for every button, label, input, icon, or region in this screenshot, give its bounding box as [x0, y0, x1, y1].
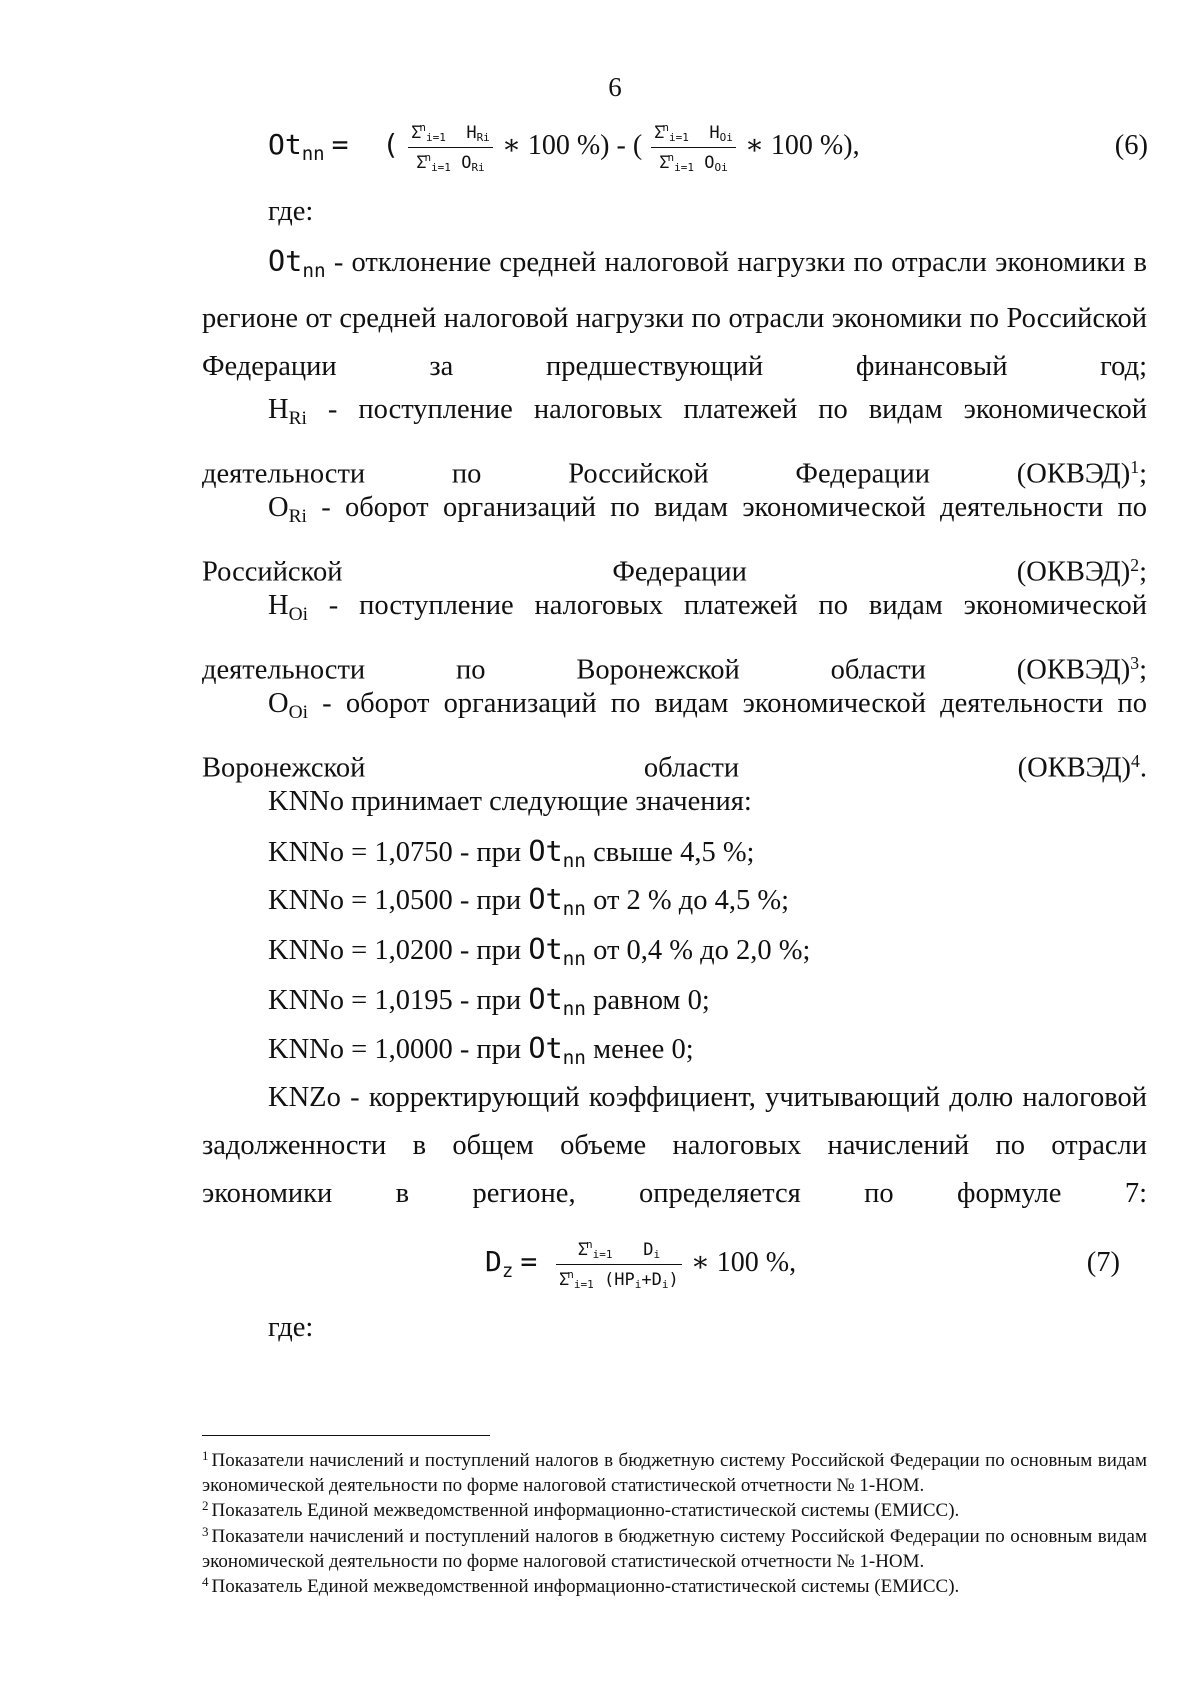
- footnote-4: $^4$ Показатель Единой межведомственной информационно-статистической системы (ЕМИСС).: [202, 1574, 960, 1597]
- formula-6-multiplier-1: ∗ 100 %: [501, 129, 601, 161]
- knno-value-line: KNNo = 1,0200 - при $Ot_{nn}$ от 0,4 % до 2,0 %;: [268, 933, 811, 971]
- knno-value-line: KNNo = 1,0195 - при $Ot_{nn}$ равном 0;: [268, 983, 710, 1021]
- knno-value-line: KNNo = 1,0750 - при $Ot_{nn}$ свыше 4,5 %;: [268, 835, 755, 873]
- knzo-paragraph: KNZo - корректирующий коэффициент, учитывающий долю налоговой задолженности в общем объеме налоговых начислений по отрасли экономики в регионе, определяется по формуле 7:: [202, 1082, 1147, 1209]
- formula-6-fraction-1: $\frac{\Sigma^ni=1 HRi}{\Sigma^ni=1 ORi}$: [408, 118, 493, 177]
- where-label-1: где:: [268, 196, 314, 227]
- definition-otnn: $Ot_{nn}$ - отклонение средней налоговой нагрузки по отрасли экономики в регионе от средней налоговой нагрузки по отрасли экономики по Российской Федерации за предшествующий финансовый год;: [202, 245, 1147, 383]
- formula-7-number: (7): [1086, 1247, 1120, 1278]
- footnote-3: $^3$ Показатели начислений и поступлений налогов в бюджетную систему Российской Федерации по основным видам экономической деятельности по форме налоговой статистической отчетности № 1-НОМ.: [202, 1524, 1147, 1572]
- definition-hri: $H_{Ri}$ - поступление налоговых платежей по видам экономической деятельности по Российской Федерации (ОКВЭД)$^1$;: [202, 394, 1147, 490]
- formula-7-fraction: $\frac{\Sigma^ni=1 Di}{\Sigma^ni=1 (HPi+Di)}$: [556, 1235, 682, 1294]
- formula-6-multiplier-2: ∗ 100 %: [744, 129, 844, 161]
- knno-value-line: KNNo = 1,0000 - при $Ot_{nn}$ менее 0;: [268, 1032, 694, 1070]
- definition-ooi: $O_{Oi}$ - оборот организаций по видам экономической деятельности по Воронежской области (ОКВЭД)$^4$.: [202, 688, 1147, 784]
- footnote-separator: [202, 1435, 490, 1436]
- knno-intro: KNNo принимает следующие значения:: [268, 786, 752, 817]
- formula-6-fraction-2: $\frac{\Sigma^ni=1 HOi}{\Sigma^ni=1 OOi}$: [651, 118, 736, 177]
- formula-6-number: (6): [1114, 130, 1148, 161]
- page-number: 6: [608, 72, 622, 102]
- footnote-1: $^1$ Показатели начислений и поступлений налогов в бюджетную систему Российской Федерации по основным видам экономической деятельности по форме налоговой статистической отчетности № 1-НОМ.: [202, 1448, 1147, 1496]
- formula-6: $Ot_{nn}$ = ( $\frac{\Sigma^ni=1 HRi}{\Sigma^ni=1 ORi}$ ∗ 100 %) - ( $\frac{\Sigma^ni=1 HOi}{\Sigma^ni=1 OOi}$ ∗ 100 %), (6): [268, 118, 1148, 177]
- where-label-2: где:: [268, 1312, 314, 1343]
- knno-value-line: KNNo = 1,0500 - при $Ot_{nn}$ от 2 % до 4,5 %;: [268, 883, 790, 921]
- definition-ori: $O_{Ri}$ - оборот организаций по видам экономической деятельности по Российской Федерации (ОКВЭД)$^2$;: [202, 492, 1147, 588]
- formula-7-lhs: $D_z$: [485, 1244, 514, 1282]
- footnote-2: $^2$ Показатель Единой межведомственной информационно-статистической системы (ЕМИСС).: [202, 1498, 960, 1521]
- formula-6-lhs: $Ot_{nn}$: [268, 127, 325, 165]
- definition-hoi: $H_{Oi}$ - поступление налоговых платежей по видам экономической деятельности по Воронежской области (ОКВЭД)$^3$;: [202, 590, 1147, 686]
- formula-7-multiplier: ∗ 100 %,: [690, 1246, 797, 1278]
